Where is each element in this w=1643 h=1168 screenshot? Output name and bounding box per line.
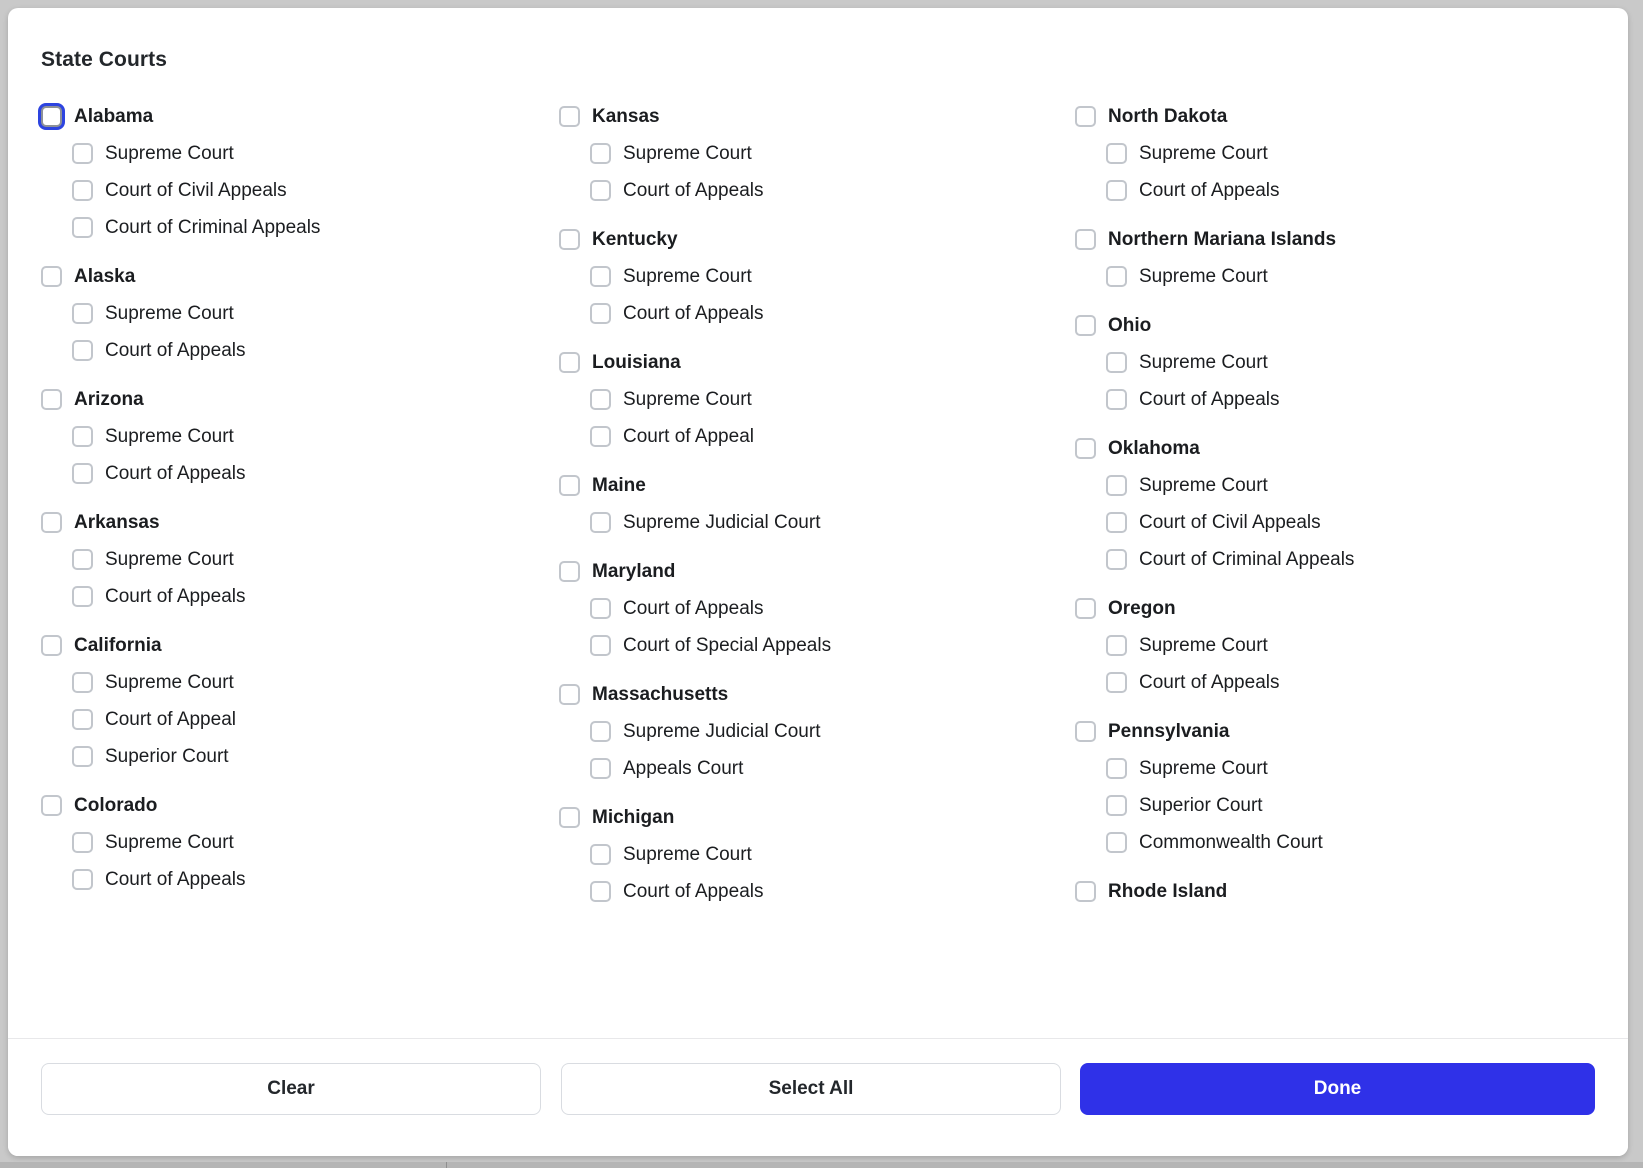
window-bottom-edge — [0, 1162, 1643, 1168]
state-group — [41, 381, 541, 492]
checkbox-alabama-supreme-court[interactable] — [72, 143, 93, 164]
court-label: Supreme Court — [623, 142, 752, 164]
state-checkbox-row-michigan[interactable] — [559, 799, 1059, 836]
court-label: Court of Appeals — [1139, 671, 1280, 693]
checkbox-ohio-court-of-appeals[interactable] — [1106, 389, 1127, 410]
checkbox-massachusetts[interactable] — [559, 684, 580, 705]
court-label: Supreme Court — [105, 671, 234, 693]
state-group — [559, 553, 1059, 664]
state-checkbox-row-alaska[interactable] — [41, 258, 541, 295]
state-checkbox-row-massachusetts[interactable] — [559, 676, 1059, 713]
checkbox-pennsylvania-superior-court[interactable] — [1106, 795, 1127, 816]
court-label: Court of Appeals — [105, 585, 246, 607]
checkbox-oregon-court-of-appeals[interactable] — [1106, 672, 1127, 693]
checkbox-alaska[interactable] — [41, 266, 62, 287]
court-checkbox-row-massachusetts-supreme-judicial-court[interactable] — [559, 713, 1059, 750]
court-checkbox-row-maine-supreme-judicial-court[interactable] — [559, 504, 1059, 541]
court-checkbox-row-oklahoma-supreme-court[interactable] — [1075, 467, 1575, 504]
checkbox-colorado[interactable] — [41, 795, 62, 816]
state-group — [41, 504, 541, 615]
state-label: Arkansas — [74, 511, 160, 533]
select-all-button[interactable]: Select All — [561, 1063, 1061, 1115]
state-checkbox-row-north-dakota[interactable] — [1075, 98, 1575, 135]
court-checkbox-row-louisiana-supreme-court[interactable] — [559, 381, 1059, 418]
state-group — [559, 799, 1059, 910]
page-title: State Courts — [41, 48, 168, 71]
court-checkbox-row-pennsylvania-supreme-court[interactable] — [1075, 750, 1575, 787]
state-label: Pennsylvania — [1108, 720, 1230, 742]
checkbox-michigan[interactable] — [559, 807, 580, 828]
checkbox-north-dakota[interactable] — [1075, 106, 1096, 127]
checkbox-alaska-supreme-court[interactable] — [72, 303, 93, 324]
court-checkbox-row-kentucky-supreme-court[interactable] — [559, 258, 1059, 295]
court-label: Court of Appeals — [623, 179, 764, 201]
state-group — [1075, 98, 1575, 209]
state-checkbox-row-louisiana[interactable] — [559, 344, 1059, 381]
court-checkbox-row-ohio-court-of-appeals[interactable] — [1075, 381, 1575, 418]
checkbox-oklahoma-court-of-criminal-appeals[interactable] — [1106, 549, 1127, 570]
checkbox-oklahoma[interactable] — [1075, 438, 1096, 459]
checkbox-northern-mariana-islands[interactable] — [1075, 229, 1096, 250]
checkbox-louisiana[interactable] — [559, 352, 580, 373]
state-label: Michigan — [592, 806, 675, 828]
state-group — [559, 221, 1059, 332]
court-checkbox-row-northern-mariana-islands-supreme-court[interactable] — [1075, 258, 1575, 295]
state-group — [1075, 873, 1575, 910]
state-group — [1075, 590, 1575, 701]
state-label: Massachusetts — [592, 683, 729, 705]
state-label: California — [74, 634, 162, 656]
checkbox-arizona-court-of-appeals[interactable] — [72, 463, 93, 484]
state-checkbox-row-maryland[interactable] — [559, 553, 1059, 590]
done-button[interactable]: Done — [1080, 1063, 1595, 1115]
checkbox-oregon-supreme-court[interactable] — [1106, 635, 1127, 656]
court-label: Court of Appeals — [623, 302, 764, 324]
court-checkbox-row-oklahoma-court-of-civil-appeals[interactable] — [1075, 504, 1575, 541]
court-label: Court of Appeal — [105, 708, 236, 730]
state-group — [1075, 713, 1575, 861]
court-checkbox-row-kentucky-court-of-appeals[interactable] — [559, 295, 1059, 332]
state-group — [1075, 430, 1575, 578]
clear-button[interactable]: Clear — [41, 1063, 541, 1115]
court-label: Supreme Court — [1139, 351, 1268, 373]
court-label: Court of Criminal Appeals — [1139, 548, 1355, 570]
checkbox-kansas-court-of-appeals[interactable] — [590, 180, 611, 201]
court-checkbox-row-oklahoma-court-of-criminal-appeals[interactable] — [1075, 541, 1575, 578]
checkbox-kentucky-court-of-appeals[interactable] — [590, 303, 611, 324]
court-label: Court of Appeals — [623, 880, 764, 902]
checkbox-kansas[interactable] — [559, 106, 580, 127]
checkbox-maine-supreme-judicial-court[interactable] — [590, 512, 611, 533]
state-label: Rhode Island — [1108, 880, 1228, 902]
panel-footer — [8, 1038, 1628, 1156]
court-checkbox-row-arizona-court-of-appeals[interactable] — [41, 455, 541, 492]
court-checkbox-row-north-dakota-court-of-appeals[interactable] — [1075, 172, 1575, 209]
court-checkbox-row-california-court-of-appeal[interactable] — [41, 701, 541, 738]
state-checkbox-row-oklahoma[interactable] — [1075, 430, 1575, 467]
state-column — [1075, 98, 1575, 922]
state-label: Arizona — [74, 388, 144, 410]
state-group — [1075, 307, 1575, 418]
checkbox-louisiana-court-of-appeal[interactable] — [590, 426, 611, 447]
checkbox-arkansas-supreme-court[interactable] — [72, 549, 93, 570]
state-label: Maine — [592, 474, 646, 496]
checkbox-michigan-court-of-appeals[interactable] — [590, 881, 611, 902]
checkbox-california[interactable] — [41, 635, 62, 656]
court-checkbox-row-alabama-court-of-civil-appeals[interactable] — [41, 172, 541, 209]
court-checkbox-row-colorado-supreme-court[interactable] — [41, 824, 541, 861]
checkbox-north-dakota-court-of-appeals[interactable] — [1106, 180, 1127, 201]
checkbox-massachusetts-supreme-judicial-court[interactable] — [590, 721, 611, 742]
court-checkbox-row-arkansas-court-of-appeals[interactable] — [41, 578, 541, 615]
court-checkbox-row-maryland-court-of-appeals[interactable] — [559, 590, 1059, 627]
state-checkbox-row-ohio[interactable] — [1075, 307, 1575, 344]
checkbox-rhode-island[interactable] — [1075, 881, 1096, 902]
state-label: Alabama — [74, 105, 154, 127]
court-label: Supreme Court — [105, 548, 234, 570]
court-label: Appeals Court — [623, 757, 744, 779]
court-label: Supreme Court — [105, 831, 234, 853]
state-checkbox-row-pennsylvania[interactable] — [1075, 713, 1575, 750]
court-checkbox-row-kansas-court-of-appeals[interactable] — [559, 172, 1059, 209]
state-group — [559, 344, 1059, 455]
checkbox-maryland[interactable] — [559, 561, 580, 582]
court-checkbox-row-louisiana-court-of-appeal[interactable] — [559, 418, 1059, 455]
checkbox-arkansas-court-of-appeals[interactable] — [72, 586, 93, 607]
checkbox-massachusetts-appeals-court[interactable] — [590, 758, 611, 779]
state-label: Oregon — [1108, 597, 1176, 619]
checkbox-kentucky[interactable] — [559, 229, 580, 250]
checkbox-arizona-supreme-court[interactable] — [72, 426, 93, 447]
checkbox-colorado-supreme-court[interactable] — [72, 832, 93, 853]
checkbox-alaska-court-of-appeals[interactable] — [72, 340, 93, 361]
state-checkbox-row-alabama[interactable] — [41, 98, 541, 135]
checkbox-alabama-court-of-civil-appeals[interactable] — [72, 180, 93, 201]
court-checkbox-row-oregon-supreme-court[interactable] — [1075, 627, 1575, 664]
court-checkbox-row-ohio-supreme-court[interactable] — [1075, 344, 1575, 381]
court-label: Commonwealth Court — [1139, 831, 1323, 853]
court-label: Supreme Court — [623, 843, 752, 865]
court-label: Court of Civil Appeals — [105, 179, 287, 201]
court-checkbox-row-oregon-court-of-appeals[interactable] — [1075, 664, 1575, 701]
state-checkbox-row-california[interactable] — [41, 627, 541, 664]
court-label: Supreme Court — [105, 142, 234, 164]
court-label: Supreme Court — [1139, 757, 1268, 779]
state-label: Alaska — [74, 265, 136, 287]
state-group — [41, 787, 541, 898]
checkbox-pennsylvania-supreme-court[interactable] — [1106, 758, 1127, 779]
court-checkbox-row-pennsylvania-superior-court[interactable] — [1075, 787, 1575, 824]
court-checkbox-row-pennsylvania-commonwealth-court[interactable] — [1075, 824, 1575, 861]
state-group — [41, 258, 541, 369]
court-label: Supreme Court — [623, 265, 752, 287]
court-label: Supreme Court — [1139, 142, 1268, 164]
state-checkbox-row-oregon[interactable] — [1075, 590, 1575, 627]
court-checkbox-row-colorado-court-of-appeals[interactable] — [41, 861, 541, 898]
court-checkbox-row-arkansas-supreme-court[interactable] — [41, 541, 541, 578]
court-label: Superior Court — [105, 745, 229, 767]
court-label: Court of Criminal Appeals — [105, 216, 321, 238]
court-label: Supreme Court — [105, 425, 234, 447]
court-checkbox-row-alabama-supreme-court[interactable] — [41, 135, 541, 172]
checkbox-maryland-court-of-appeals[interactable] — [590, 598, 611, 619]
checkbox-arkansas[interactable] — [41, 512, 62, 533]
state-checkbox-row-arkansas[interactable] — [41, 504, 541, 541]
court-checkbox-row-maryland-court-of-special-appeals[interactable] — [559, 627, 1059, 664]
checkbox-kansas-supreme-court[interactable] — [590, 143, 611, 164]
checkbox-alabama-court-of-criminal-appeals[interactable] — [72, 217, 93, 238]
court-checkbox-row-michigan-supreme-court[interactable] — [559, 836, 1059, 873]
state-group — [1075, 221, 1575, 295]
state-column — [559, 98, 1059, 922]
court-label: Court of Appeals — [1139, 179, 1280, 201]
state-group — [41, 98, 541, 246]
checkbox-alabama[interactable] — [41, 106, 62, 127]
state-group — [559, 467, 1059, 541]
court-label: Court of Appeals — [1139, 388, 1280, 410]
court-checkbox-row-alaska-court-of-appeals[interactable] — [41, 332, 541, 369]
court-checkbox-row-massachusetts-appeals-court[interactable] — [559, 750, 1059, 787]
checkbox-northern-mariana-islands-supreme-court[interactable] — [1106, 266, 1127, 287]
court-label: Supreme Court — [1139, 265, 1268, 287]
state-label: Maryland — [592, 560, 676, 582]
court-checkbox-row-michigan-court-of-appeals[interactable] — [559, 873, 1059, 910]
court-label: Superior Court — [1139, 794, 1263, 816]
checkbox-kentucky-supreme-court[interactable] — [590, 266, 611, 287]
court-label: Court of Appeal — [623, 425, 754, 447]
state-checkbox-row-maine[interactable] — [559, 467, 1059, 504]
state-column — [41, 98, 541, 910]
state-courts-panel — [8, 8, 1628, 1156]
checkbox-michigan-supreme-court[interactable] — [590, 844, 611, 865]
state-checkbox-row-colorado[interactable] — [41, 787, 541, 824]
checkbox-maryland-court-of-special-appeals[interactable] — [590, 635, 611, 656]
court-label: Court of Appeals — [623, 597, 764, 619]
state-label: Colorado — [74, 794, 158, 816]
state-label: Oklahoma — [1108, 437, 1200, 459]
state-group — [559, 676, 1059, 787]
court-label: Supreme Court — [1139, 474, 1268, 496]
court-label: Supreme Judicial Court — [623, 720, 821, 742]
state-label: Northern Mariana Islands — [1108, 228, 1337, 250]
checkbox-california-court-of-appeal[interactable] — [72, 709, 93, 730]
checkbox-arizona[interactable] — [41, 389, 62, 410]
court-checkbox-row-kansas-supreme-court[interactable] — [559, 135, 1059, 172]
court-checkbox-row-north-dakota-supreme-court[interactable] — [1075, 135, 1575, 172]
state-checkbox-row-rhode-island[interactable] — [1075, 873, 1575, 910]
state-checkbox-row-kansas[interactable] — [559, 98, 1059, 135]
court-checkbox-row-california-superior-court[interactable] — [41, 738, 541, 775]
court-label: Supreme Court — [1139, 634, 1268, 656]
checkbox-maine[interactable] — [559, 475, 580, 496]
checkbox-ohio-supreme-court[interactable] — [1106, 352, 1127, 373]
checkbox-oregon[interactable] — [1075, 598, 1096, 619]
court-label: Court of Special Appeals — [623, 634, 832, 656]
checkbox-oklahoma-court-of-civil-appeals[interactable] — [1106, 512, 1127, 533]
state-label: Kentucky — [592, 228, 678, 250]
checkbox-louisiana-supreme-court[interactable] — [590, 389, 611, 410]
state-group — [559, 98, 1059, 209]
state-checkbox-row-northern-mariana-islands[interactable] — [1075, 221, 1575, 258]
checkbox-pennsylvania[interactable] — [1075, 721, 1096, 742]
state-checkbox-row-kentucky[interactable] — [559, 221, 1059, 258]
court-checkbox-row-california-supreme-court[interactable] — [41, 664, 541, 701]
state-label: Kansas — [592, 105, 660, 127]
checkbox-pennsylvania-commonwealth-court[interactable] — [1106, 832, 1127, 853]
checkbox-ohio[interactable] — [1075, 315, 1096, 336]
state-label: North Dakota — [1108, 105, 1228, 127]
state-label: Ohio — [1108, 314, 1152, 336]
checkbox-colorado-court-of-appeals[interactable] — [72, 869, 93, 890]
checkbox-oklahoma-supreme-court[interactable] — [1106, 475, 1127, 496]
court-checkbox-row-arizona-supreme-court[interactable] — [41, 418, 541, 455]
checkbox-california-superior-court[interactable] — [72, 746, 93, 767]
court-label: Supreme Court — [623, 388, 752, 410]
state-courts-list — [8, 98, 1628, 1028]
court-label: Supreme Court — [105, 302, 234, 324]
state-group — [41, 627, 541, 775]
court-label: Court of Appeals — [105, 462, 246, 484]
court-label: Court of Civil Appeals — [1139, 511, 1321, 533]
state-checkbox-row-arizona[interactable] — [41, 381, 541, 418]
checkbox-california-supreme-court[interactable] — [72, 672, 93, 693]
court-checkbox-row-alaska-supreme-court[interactable] — [41, 295, 541, 332]
court-label: Court of Appeals — [105, 339, 246, 361]
checkbox-north-dakota-supreme-court[interactable] — [1106, 143, 1127, 164]
state-label: Louisiana — [592, 351, 681, 373]
court-label: Court of Appeals — [105, 868, 246, 890]
court-checkbox-row-alabama-court-of-criminal-appeals[interactable] — [41, 209, 541, 246]
window-seam — [446, 1162, 447, 1168]
court-label: Supreme Judicial Court — [623, 511, 821, 533]
